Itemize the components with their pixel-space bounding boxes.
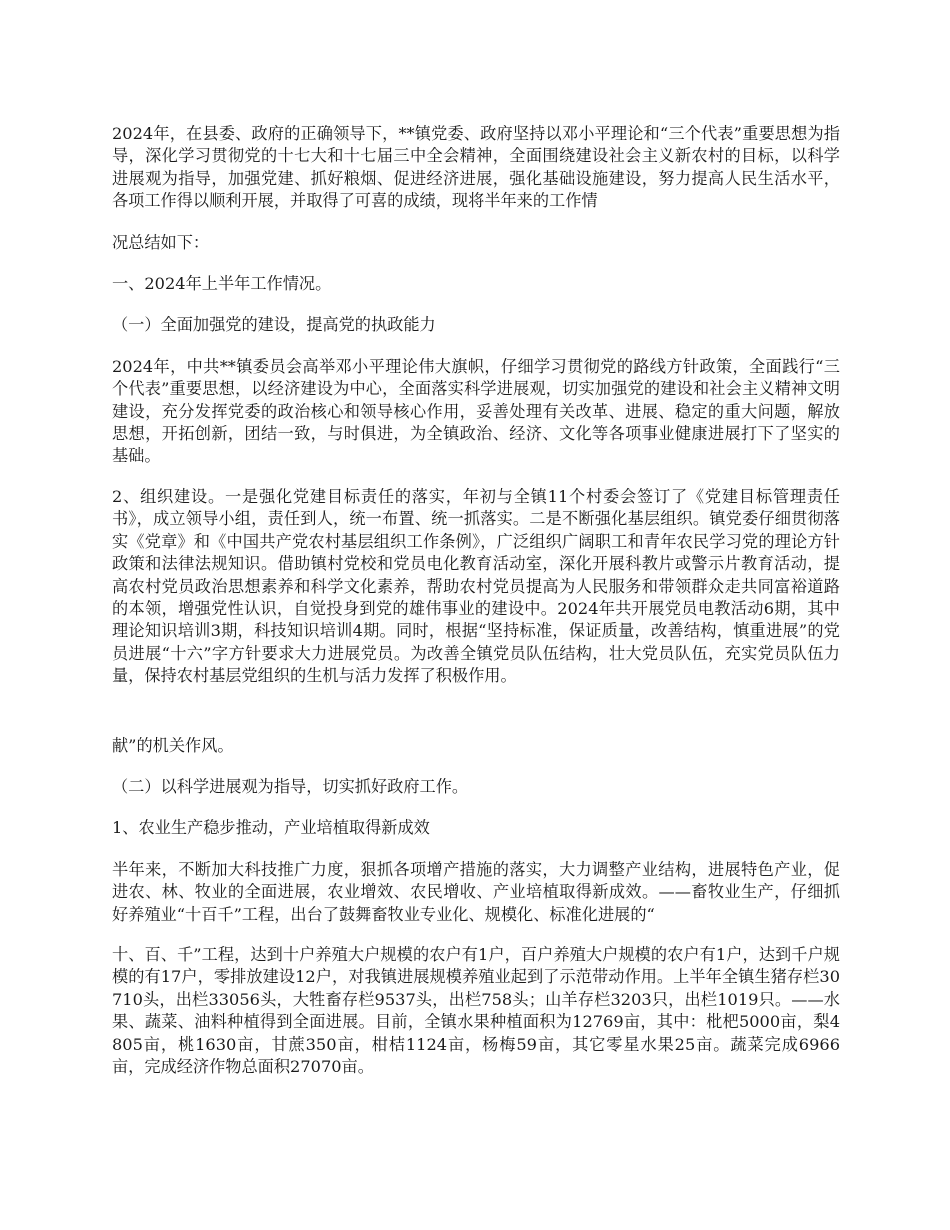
party-building-paragraph: 2024年，中共**镇委员会高举邓小平理论伟大旗帜，仔细学习贯彻党的路线方针政策，全面践行“三个代表”重要思想，以经济建设为中心，全面落实科学进展观，切实加强党的建设和社会主义精神文明建设，充分发挥党委的政治核心和领导核心作用，妥善处理有关改革、进展、稳定的重大问题，解放思想，开拓创新，团结一致，与时俱进，为全镇政治、经济、文化等各项事业健康进展打下了坚实的基础。: [112, 356, 840, 466]
subsection-heading-2: （二）以科学进展观为指导，切实抓好政府工作。: [112, 776, 469, 796]
section-heading-1: 一、2024年上半年工作情况。: [112, 274, 332, 294]
work-style-line: 献”的机关作风。: [112, 735, 234, 755]
organization-paragraph: 2、组织建设。一是强化党建目标责任的落实，年初与全镇11个村委会签订了《党建目标管理责任书》，成立领导小组，责任到人，统一布置、统一抓落实。二是不断强化基层组织。镇党委仔细贯彻落实《党章》和《中国共产党农村基层组织工作条例》，广泛组织广阔职工和青年农民学习党的理论方针政策和法律法规知识。借助镇村党校和党员电化教育活动室，深化开展科教片或警示片教育活动，提高农村党员政治思想素养和科学文化素养，帮助农村党员提高为人民服务和带领群众走共同富裕道路的本领，增强党性认识，自觉投身到党的雄伟事业的建设中。2024年共开展党员电教活动6期，其中理论知识培训3期，科技知识培训4期。同时，根据“坚持标准，保证质量，改善结构，慎重进展”的党员进展“十六”字方针要求大力进展党员。为改善全镇党员队伍结构，壮大党员队伍，充实党员队伍力量，保持农村基层党组织的生机与活力发挥了积极作用。: [112, 486, 840, 686]
agriculture-paragraph: 半年来，不断加大科技推广力度，狠抓各项增产措施的落实，大力调整产业结构，进展特色产业，促进农、林、牧业的全面进展，农业增效、农民增收、产业培植取得新成效。——畜牧业生产，仔细抓好养殖业“十百千”工程，出台了鼓舞畜牧业专业化、规模化、标准化进展的“: [112, 859, 840, 924]
livestock-paragraph: 十、百、千”工程，达到十户养殖大户规模的农户有1户，百户养殖大户规模的农户有1户，达到千户规模的有17户，零排放建设12户，对我镇进展规模养殖业起到了示范带动作用。上半年全镇生猪存栏30710头，出栏33056头，大牲畜存栏9537头，出栏758头；山羊存栏3203只，出栏1019只。——水果、蔬菜、油料种植得到全面进展。目前，全镇水果种植面积为12769亩，其中：枇杷5000亩，梨4805亩，桃1630亩，甘蔗350亩，柑桔1124亩，杨梅59亩，其它零星水果25亩。蔬菜完成6966亩，完成经济作物总面积27070亩。: [112, 944, 840, 1076]
document-body: [112, 123, 840, 1078]
subsection-heading-1: （一）全面加强党的建设，提高党的执政能力: [112, 315, 436, 335]
intro-paragraph: 2024年，在县委、政府的正确领导下，**镇党委、政府坚持以邓小平理论和“三个代表”重要思想为指导，深化学习贯彻党的十七大和十七届三中全会精神，全面围绕建设社会主义新农村的目标，以科学进展观为指导，加强党建、抓好粮烟、促进经济进展，强化基础设施建设，努力提高人民生活水平，各项工作得以顺利开展，并取得了可喜的成绩，现将半年来的工作情: [112, 124, 840, 211]
intro-continuation: 况总结如下：: [112, 232, 210, 252]
agriculture-heading: 1、农业生产稳步推动，产业培植取得新成效: [112, 818, 430, 838]
